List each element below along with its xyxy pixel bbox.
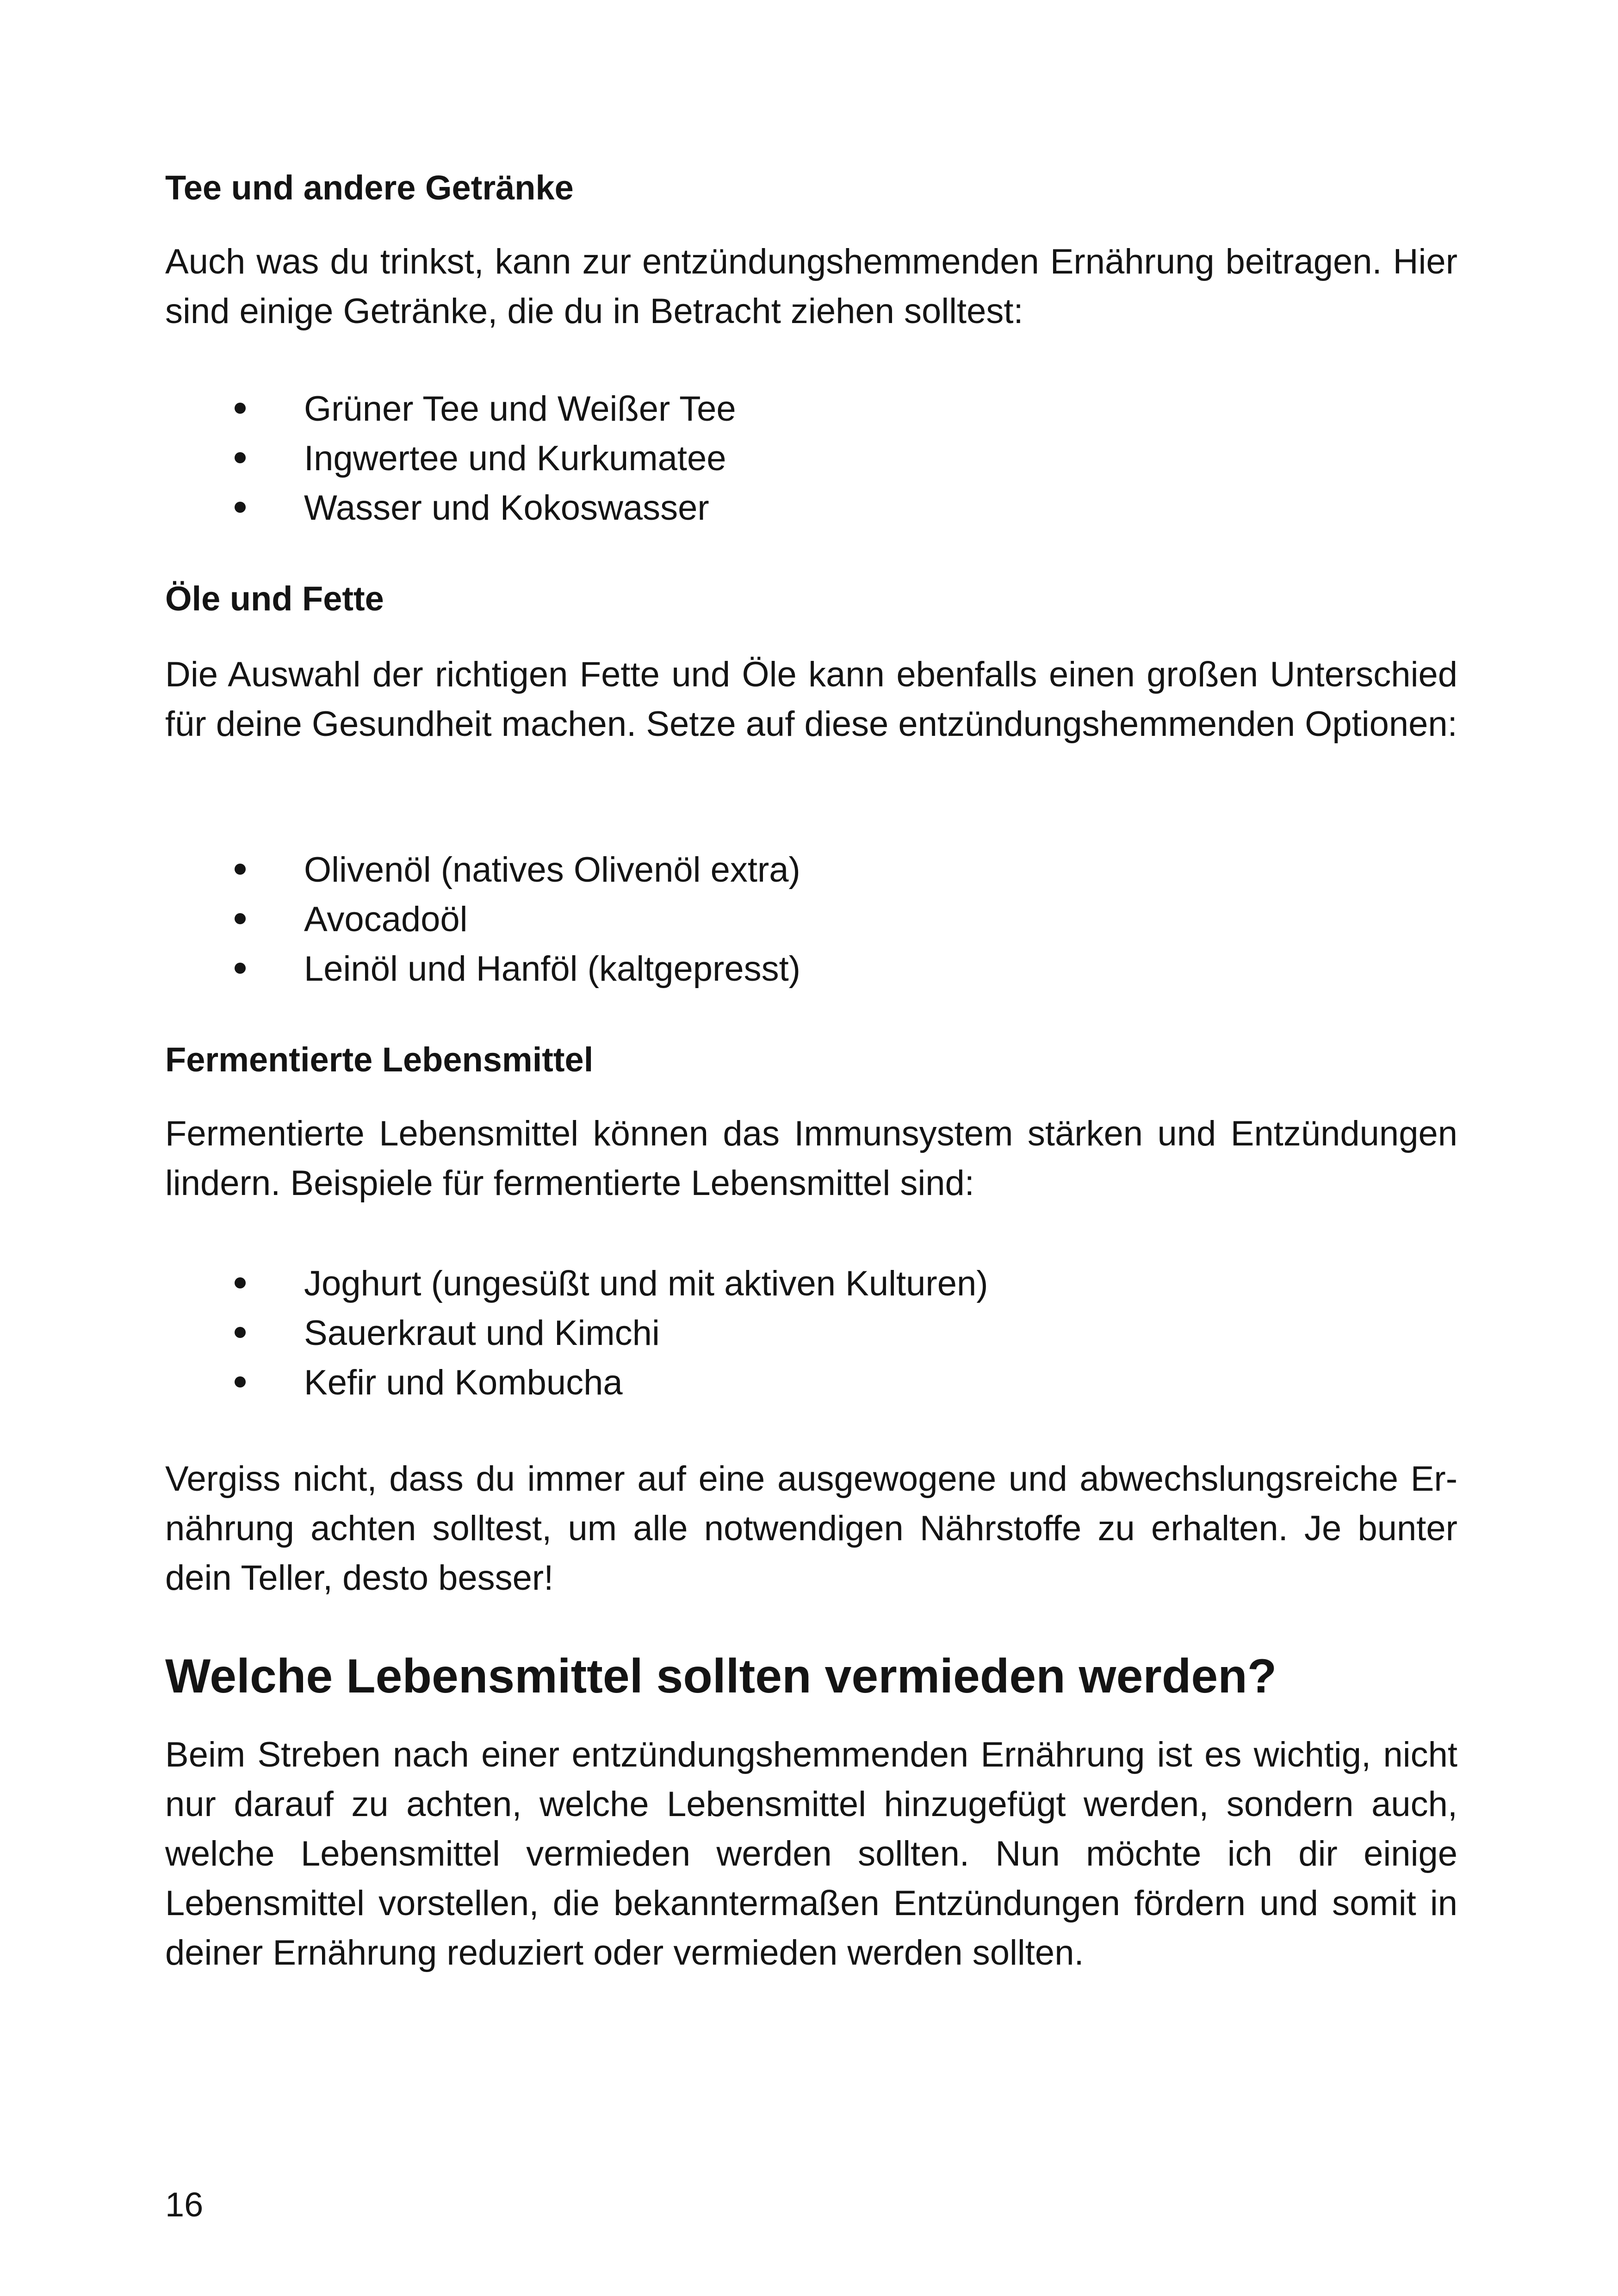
bullet-icon <box>235 864 246 875</box>
section-intro-oils: Die Auswahl der richtigen Fette und Öle kann ebenfalls einen großen Unterschied für deine Gesundheit machen. Setze auf diese entzündungshemmenden Optionen: <box>165 655 1457 744</box>
main-paragraph: Beim Streben nach einer entzündungshemmenden Ernährung ist es wichtig, nicht nur darauf zu achten, welche Lebensmittel hinzugefügt werden, sondern auch, welche Lebensmittel vermieden werden sollten. Nun möchte ich dir einige Lebensmittel vorstellen, die bekanntermaßen Entzündungen fördern und somit in deiner Ernährung reduziert oder vermieden werden sollten. <box>165 1735 1457 1972</box>
list-item-label: Kefir und Kombucha <box>304 1363 623 1402</box>
list-item-label: Joghurt (ungesüßt und mit aktiven Kulturen) <box>304 1264 988 1303</box>
bullet-icon <box>235 1376 246 1388</box>
list-item-label: Ingwertee und Kurkumatee <box>304 439 726 478</box>
list-item-label: Avocadoöl <box>304 900 468 939</box>
bullet-icon <box>235 1327 246 1338</box>
bullet-icon <box>235 963 246 974</box>
page-number: 16 <box>165 2185 204 2224</box>
main-heading: Welche Lebensmittel sollten vermieden werden? <box>165 1649 1277 1703</box>
section-intro-fermented: Fermentierte Lebensmittel können das Immunsystem stärken und Entzündungen lindern. Beispiele für fermentierte Lebensmittel sind: <box>165 1114 1457 1203</box>
section-heading-oils: Öle und Fette <box>165 579 384 618</box>
bullet-icon <box>235 403 246 414</box>
bullet-icon <box>235 913 246 924</box>
bullet-icon <box>235 1277 246 1288</box>
section-heading-fermented: Fermentierte Lebensmittel <box>165 1040 594 1079</box>
list-item-label: Olivenöl (natives Olivenöl extra) <box>304 850 800 890</box>
section-intro-tea: Auch was du trinkst, kann zur entzündungshemmenden Ernährung beitragen. Hier sind einige Getränke, die du in Betracht ziehen solltest: <box>165 242 1457 331</box>
list-item-label: Grüner Tee und Weißer Tee <box>304 389 736 429</box>
list-item-label: Sauerkraut und Kimchi <box>304 1313 660 1353</box>
list-item-label: Leinöl und Hanföl (kaltgepresst) <box>304 949 801 989</box>
bullet-icon <box>235 452 246 463</box>
section-heading-tea: Tee und andere Getränke <box>165 168 574 207</box>
list-item-label: Wasser und Kokoswasser <box>304 488 709 528</box>
closing-paragraph: Vergiss nicht, dass du immer auf eine ausgewogene und abwechslungsreiche Ernährung achten solltest, um alle notwendigen Nährstoffe zu erhalten. Je bunter dein Teller, desto besser! <box>165 1459 1457 1598</box>
bullet-icon <box>235 502 246 513</box>
